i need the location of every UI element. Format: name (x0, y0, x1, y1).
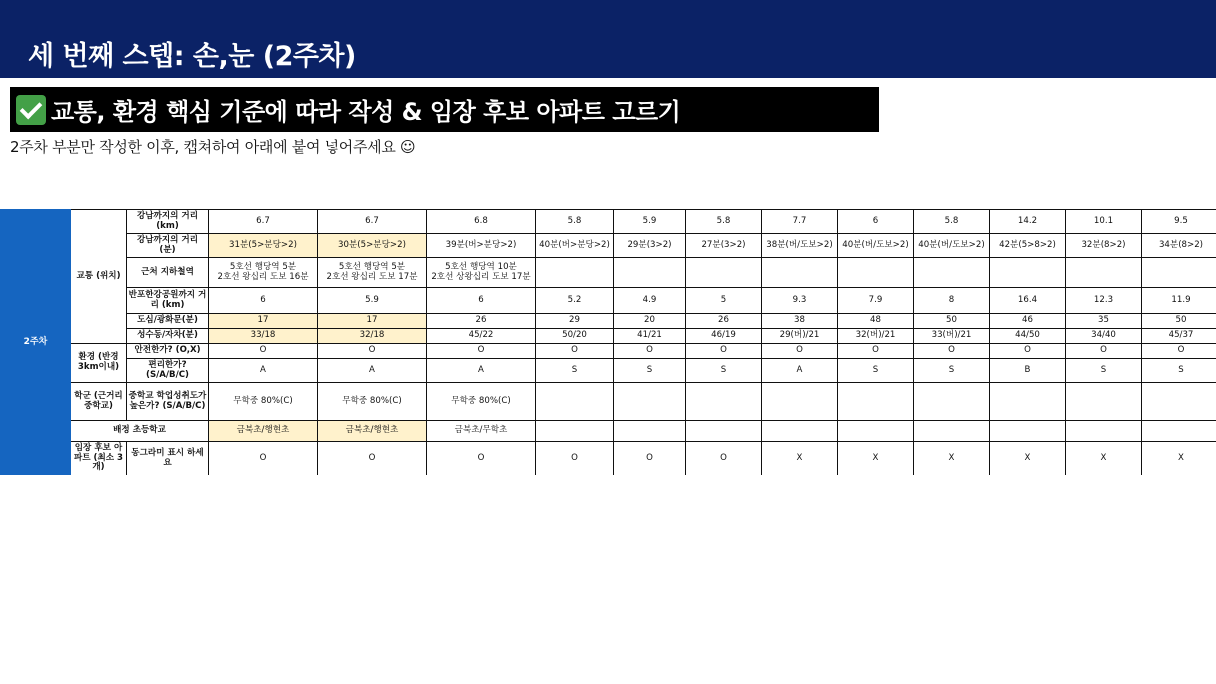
table-cell: S (1066, 359, 1142, 383)
table-cell: S (536, 359, 614, 383)
table-cell (686, 421, 762, 442)
category-candidate: 임장 후보 아파트 (최소 3개) (71, 442, 127, 476)
table-cell: 50/20 (536, 329, 614, 344)
table-cell: A (762, 359, 838, 383)
row-label: 중학교 학업성취도가 높은가? (S/A/B/C) (127, 383, 209, 421)
table-cell: 14.2 (990, 210, 1066, 234)
table-cell: O (838, 344, 914, 359)
table-cell (686, 383, 762, 421)
table-cell: 34분(8>2) (1142, 234, 1216, 258)
table-cell: 41/21 (614, 329, 686, 344)
table-cell: X (914, 442, 990, 476)
table-cell (990, 383, 1066, 421)
table-cell: 금북초/행현초 (209, 421, 318, 442)
table-cell: 6 (209, 288, 318, 314)
table-cell: 5.8 (536, 210, 614, 234)
table-cell: 20 (614, 314, 686, 329)
table-cell: 27분(3>2) (686, 234, 762, 258)
smiley-face-icon: ☺ (400, 138, 416, 156)
table-cell: 무학중 80%(C) (209, 383, 318, 421)
table-cell: 44/50 (990, 329, 1066, 344)
table-cell: 5호선 행당역 5분 2호선 왕십리 도보 16분 (209, 258, 318, 288)
table-cell: 5.8 (914, 210, 990, 234)
table-cell (1066, 421, 1142, 442)
table-cell (614, 421, 686, 442)
row-label: 반포한강공원까지 거리 (km) (127, 288, 209, 314)
table-cell: 40분(버/도보>2) (838, 234, 914, 258)
table-cell: 5호선 행당역 10분 2호선 상왕십리 도보 17분 (427, 258, 536, 288)
table-cell: X (838, 442, 914, 476)
table-cell: 50 (914, 314, 990, 329)
table-cell (914, 258, 990, 288)
table-cell: 5.9 (614, 210, 686, 234)
row-label: 성수동/자차(분) (127, 329, 209, 344)
table-cell: 5.2 (536, 288, 614, 314)
table-cell: 5.8 (686, 210, 762, 234)
table-cell (990, 258, 1066, 288)
table-cell: B (990, 359, 1066, 383)
table-cell (914, 421, 990, 442)
row-label: 배정 초등학교 (71, 421, 209, 442)
table-cell (1142, 258, 1216, 288)
category-school: 학군 (근거리 중학교) (71, 383, 127, 421)
table-cell (914, 383, 990, 421)
table-cell: 6.7 (318, 210, 427, 234)
table-cell (536, 383, 614, 421)
table-cell: X (1142, 442, 1216, 476)
table-cell: 12.3 (1066, 288, 1142, 314)
table-cell: 17 (209, 314, 318, 329)
table-cell (838, 258, 914, 288)
table-cell: A (209, 359, 318, 383)
table-cell: 32/18 (318, 329, 427, 344)
table-cell: 38분(버/도보>2) (762, 234, 838, 258)
table-cell (1142, 421, 1216, 442)
table-cell: 11.9 (1142, 288, 1216, 314)
table-cell: 45/37 (1142, 329, 1216, 344)
table-cell: O (536, 442, 614, 476)
table-cell: 46/19 (686, 329, 762, 344)
table-cell: 45/22 (427, 329, 536, 344)
table-cell: O (686, 442, 762, 476)
table-row (1, 442, 1216, 476)
table-cell (1142, 383, 1216, 421)
table-cell: 32(버)/21 (838, 329, 914, 344)
table-cell: 16.4 (990, 288, 1066, 314)
table-cell: 8 (914, 288, 990, 314)
table-cell: X (990, 442, 1066, 476)
instruction-label: 2주차 부분만 작성한 이후, 캡쳐하여 아래에 붙여 넣어주세요 (10, 138, 396, 156)
table-row (1, 210, 1216, 234)
table-row (1, 344, 1216, 359)
table-cell: O (318, 344, 427, 359)
table-cell: 금북초/무학초 (427, 421, 536, 442)
table-row (1, 288, 1216, 314)
table-cell: 7.7 (762, 210, 838, 234)
table-cell (990, 421, 1066, 442)
table-cell: 10.1 (1066, 210, 1142, 234)
table-cell: 39분(버>분당>2) (427, 234, 536, 258)
table-cell: A (427, 359, 536, 383)
table-cell: O (536, 344, 614, 359)
table-cell: 6.7 (209, 210, 318, 234)
table-cell: O (990, 344, 1066, 359)
table-row (1, 234, 1216, 258)
table-cell: 40분(버/도보>2) (914, 234, 990, 258)
table-cell (762, 383, 838, 421)
table-cell: 46 (990, 314, 1066, 329)
table-cell: 33/18 (209, 329, 318, 344)
table-cell: 무학중 80%(C) (427, 383, 536, 421)
table-cell: 29(버)/21 (762, 329, 838, 344)
table-cell (838, 421, 914, 442)
section-banner-text: 교통, 환경 핵심 기준에 따라 작성 & 임장 후보 아파트 고르기 (51, 98, 681, 126)
table-cell: O (762, 344, 838, 359)
table-cell: 5 (686, 288, 762, 314)
table-row (1, 421, 1216, 442)
table-cell: O (686, 344, 762, 359)
table-cell: O (1142, 344, 1216, 359)
table-cell: S (686, 359, 762, 383)
table-cell: 29 (536, 314, 614, 329)
category-transport: 교통 (위치) (71, 210, 127, 344)
table-cell (536, 258, 614, 288)
table-row (1, 359, 1216, 383)
table-cell: 40분(버>분당>2) (536, 234, 614, 258)
table-cell: 50 (1142, 314, 1216, 329)
row-label: 근처 지하철역 (127, 258, 209, 288)
table-cell (536, 421, 614, 442)
table-cell: 5호선 행당역 5분 2호선 왕십리 도보 17분 (318, 258, 427, 288)
table-cell: 9.3 (762, 288, 838, 314)
table-cell: 6 (427, 288, 536, 314)
table-cell (686, 258, 762, 288)
table-cell: O (427, 442, 536, 476)
table-cell (1066, 258, 1142, 288)
table-cell (614, 383, 686, 421)
table-cell: 26 (686, 314, 762, 329)
table-cell: 7.9 (838, 288, 914, 314)
table-cell: 9.5 (1142, 210, 1216, 234)
table-cell (762, 421, 838, 442)
table-cell: 31분(5>분당>2) (209, 234, 318, 258)
row-label: 강남까지의 거리 (km) (127, 210, 209, 234)
table-cell: 32분(8>2) (1066, 234, 1142, 258)
table-cell: 26 (427, 314, 536, 329)
table-cell: 38 (762, 314, 838, 329)
row-label: 도심/광화문(분) (127, 314, 209, 329)
row-label: 안전한가? (O,X) (127, 344, 209, 359)
header-bar (0, 0, 1216, 78)
table-row (1, 383, 1216, 421)
table-cell: 5.9 (318, 288, 427, 314)
week-label-cell: 2주차 (1, 210, 71, 476)
apartment-table (0, 209, 1216, 475)
table-cell: 30분(5>분당>2) (318, 234, 427, 258)
page-title: 세 번째 스텝: 손,눈 (2주차) (28, 41, 356, 72)
table-cell: O (209, 442, 318, 476)
table-cell: O (318, 442, 427, 476)
table-cell: O (614, 344, 686, 359)
section-banner (10, 87, 879, 132)
table-cell: O (914, 344, 990, 359)
pasted-spreadsheet (0, 209, 1216, 475)
table-cell: 4.9 (614, 288, 686, 314)
instruction-text (10, 136, 415, 157)
table-cell: X (1066, 442, 1142, 476)
table-cell: O (427, 344, 536, 359)
table-cell: 17 (318, 314, 427, 329)
table-cell: 금북초/행현초 (318, 421, 427, 442)
table-cell: 34/40 (1066, 329, 1142, 344)
table-cell: S (838, 359, 914, 383)
table-cell: 29분(3>2) (614, 234, 686, 258)
table-cell: O (614, 442, 686, 476)
table-row (1, 329, 1216, 344)
table-cell: 무학중 80%(C) (318, 383, 427, 421)
category-environment: 환경 (반경 3km이내) (71, 344, 127, 383)
table-cell: S (614, 359, 686, 383)
table-cell: 6.8 (427, 210, 536, 234)
row-label: 강남까지의 거리 (분) (127, 234, 209, 258)
row-label: 동그라미 표시 하세요 (127, 442, 209, 476)
table-cell: A (318, 359, 427, 383)
table-cell: X (762, 442, 838, 476)
table-cell (1066, 383, 1142, 421)
table-cell (762, 258, 838, 288)
table-cell (838, 383, 914, 421)
table-row (1, 258, 1216, 288)
table-cell: S (1142, 359, 1216, 383)
table-cell: 6 (838, 210, 914, 234)
table-cell: O (1066, 344, 1142, 359)
row-label: 편리한가? (S/A/B/C) (127, 359, 209, 383)
table-cell: 48 (838, 314, 914, 329)
check-mark-icon (16, 95, 46, 125)
table-cell: 33(버)/21 (914, 329, 990, 344)
table-cell: 42분(5>8>2) (990, 234, 1066, 258)
table-cell (614, 258, 686, 288)
table-cell: O (209, 344, 318, 359)
table-cell: S (914, 359, 990, 383)
table-cell: 35 (1066, 314, 1142, 329)
table-row (1, 314, 1216, 329)
